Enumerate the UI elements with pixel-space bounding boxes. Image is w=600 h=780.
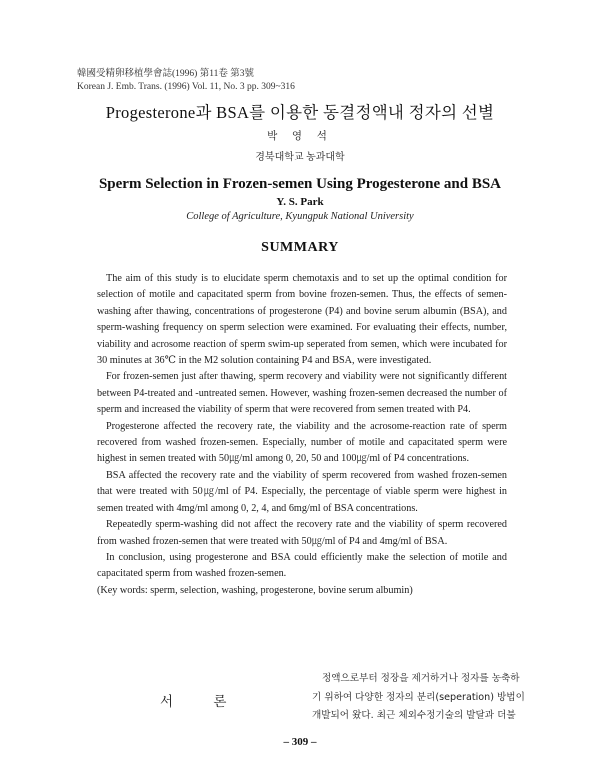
introduction-line: 정액으로부터 정장을 제거하거나 정자를 농축하 <box>322 673 520 684</box>
section-title-introduction: 서 론 <box>160 694 245 710</box>
introduction-line: 기 위하여 다양한 정자의 분리(seperation) 방법이 <box>312 691 525 703</box>
summary-paragraph: The aim of this study is to elucidate sperm chemotaxis and to set up the optimal condition for selection of motile and capacitated sperm from bovine frozen-semen. Thus, the effects of semen-washing after thawing, concentrations of progesterone (P4) and bovine serum albumin (BSA), and sperm-washing frequency on sperm selection were examined. For evaluating their effects, number, viability and acrosome reaction of sperm swim-up seperated from semen, which were incubated for 30 minutes at 36℃ in the M2 solution containing P4 and BSA, were investigated. <box>97 273 507 367</box>
journal-header <box>77 68 295 94</box>
summary-heading: SUMMARY <box>261 240 339 255</box>
korean-author: 박 영 석 <box>267 131 333 142</box>
keywords: (Key words: sperm, selection, washing, progesterone, bovine serum albumin) <box>97 584 413 596</box>
korean-affiliation: 경북대학교 농과대학 <box>255 152 345 163</box>
english-author: Y. S. Park <box>276 196 324 208</box>
introduction-text <box>312 670 528 726</box>
english-affiliation: College of Agriculture, Kyungpuk National University <box>186 211 414 222</box>
korean-title: Progesterone과 BSA를 이용한 동결정액내 정자의 선별 <box>105 103 495 122</box>
journal-citation-english: Korean J. Emb. Trans. (1996) Vol. 11, No. 3 pp. 309~316 <box>77 82 295 92</box>
page-number: – 309 – <box>283 736 317 748</box>
summary-paragraph: BSA affected the recovery rate and the viability of sperm recovered from washed frozen-semen that were treated with 50㎍/ml of P4. Especially, the percentage of viable sperm were highest in semen treated with 4mg/ml among 0, 2, 4, and 6mg/ml of BSA concentrations. <box>97 469 507 514</box>
english-title: Sperm Selection in Frozen-semen Using Progesterone and BSA <box>98 176 502 192</box>
summary-paragraph: Progesterone affected the recovery rate, the viability and the acrosome-reaction rate of sperm recovered from washed frozen-semen. Especially, number of motile and capacitated sperm were highest in semen treated with 50㎍/ml among 0, 20, 50 and 100㎍/ml of P4 concentrations. <box>97 420 507 465</box>
summary-paragraph: In conclusion, using progesterone and BSA could efficiently make the selection of motile and capacitated sperm from washed frozen-semen. <box>97 551 507 580</box>
summary-abstract <box>97 271 507 599</box>
summary-paragraph: For frozen-semen just after thawing, sperm recovery and viability were not significantly different between P4-treated and -untreated semen. However, washing frozen-semen decreased the number of sperm and increased the viability of sperm that were recovered from semen treated with P4. <box>97 371 507 416</box>
introduction-line: 개발되어 왔다. 최근 체외수정기술의 발달과 더불 <box>312 710 516 721</box>
summary-paragraph: Repeatedly sperm-washing did not affect the recovery rate and the viability of sperm recovered from washed frozen-semen that were treated with 50㎍/ml of P4 and 4mg/ml of BSA. <box>97 519 507 547</box>
journal-citation-korean: 韓國受精卵移植學會誌(1996) 第11卷 第3號 <box>77 69 254 79</box>
